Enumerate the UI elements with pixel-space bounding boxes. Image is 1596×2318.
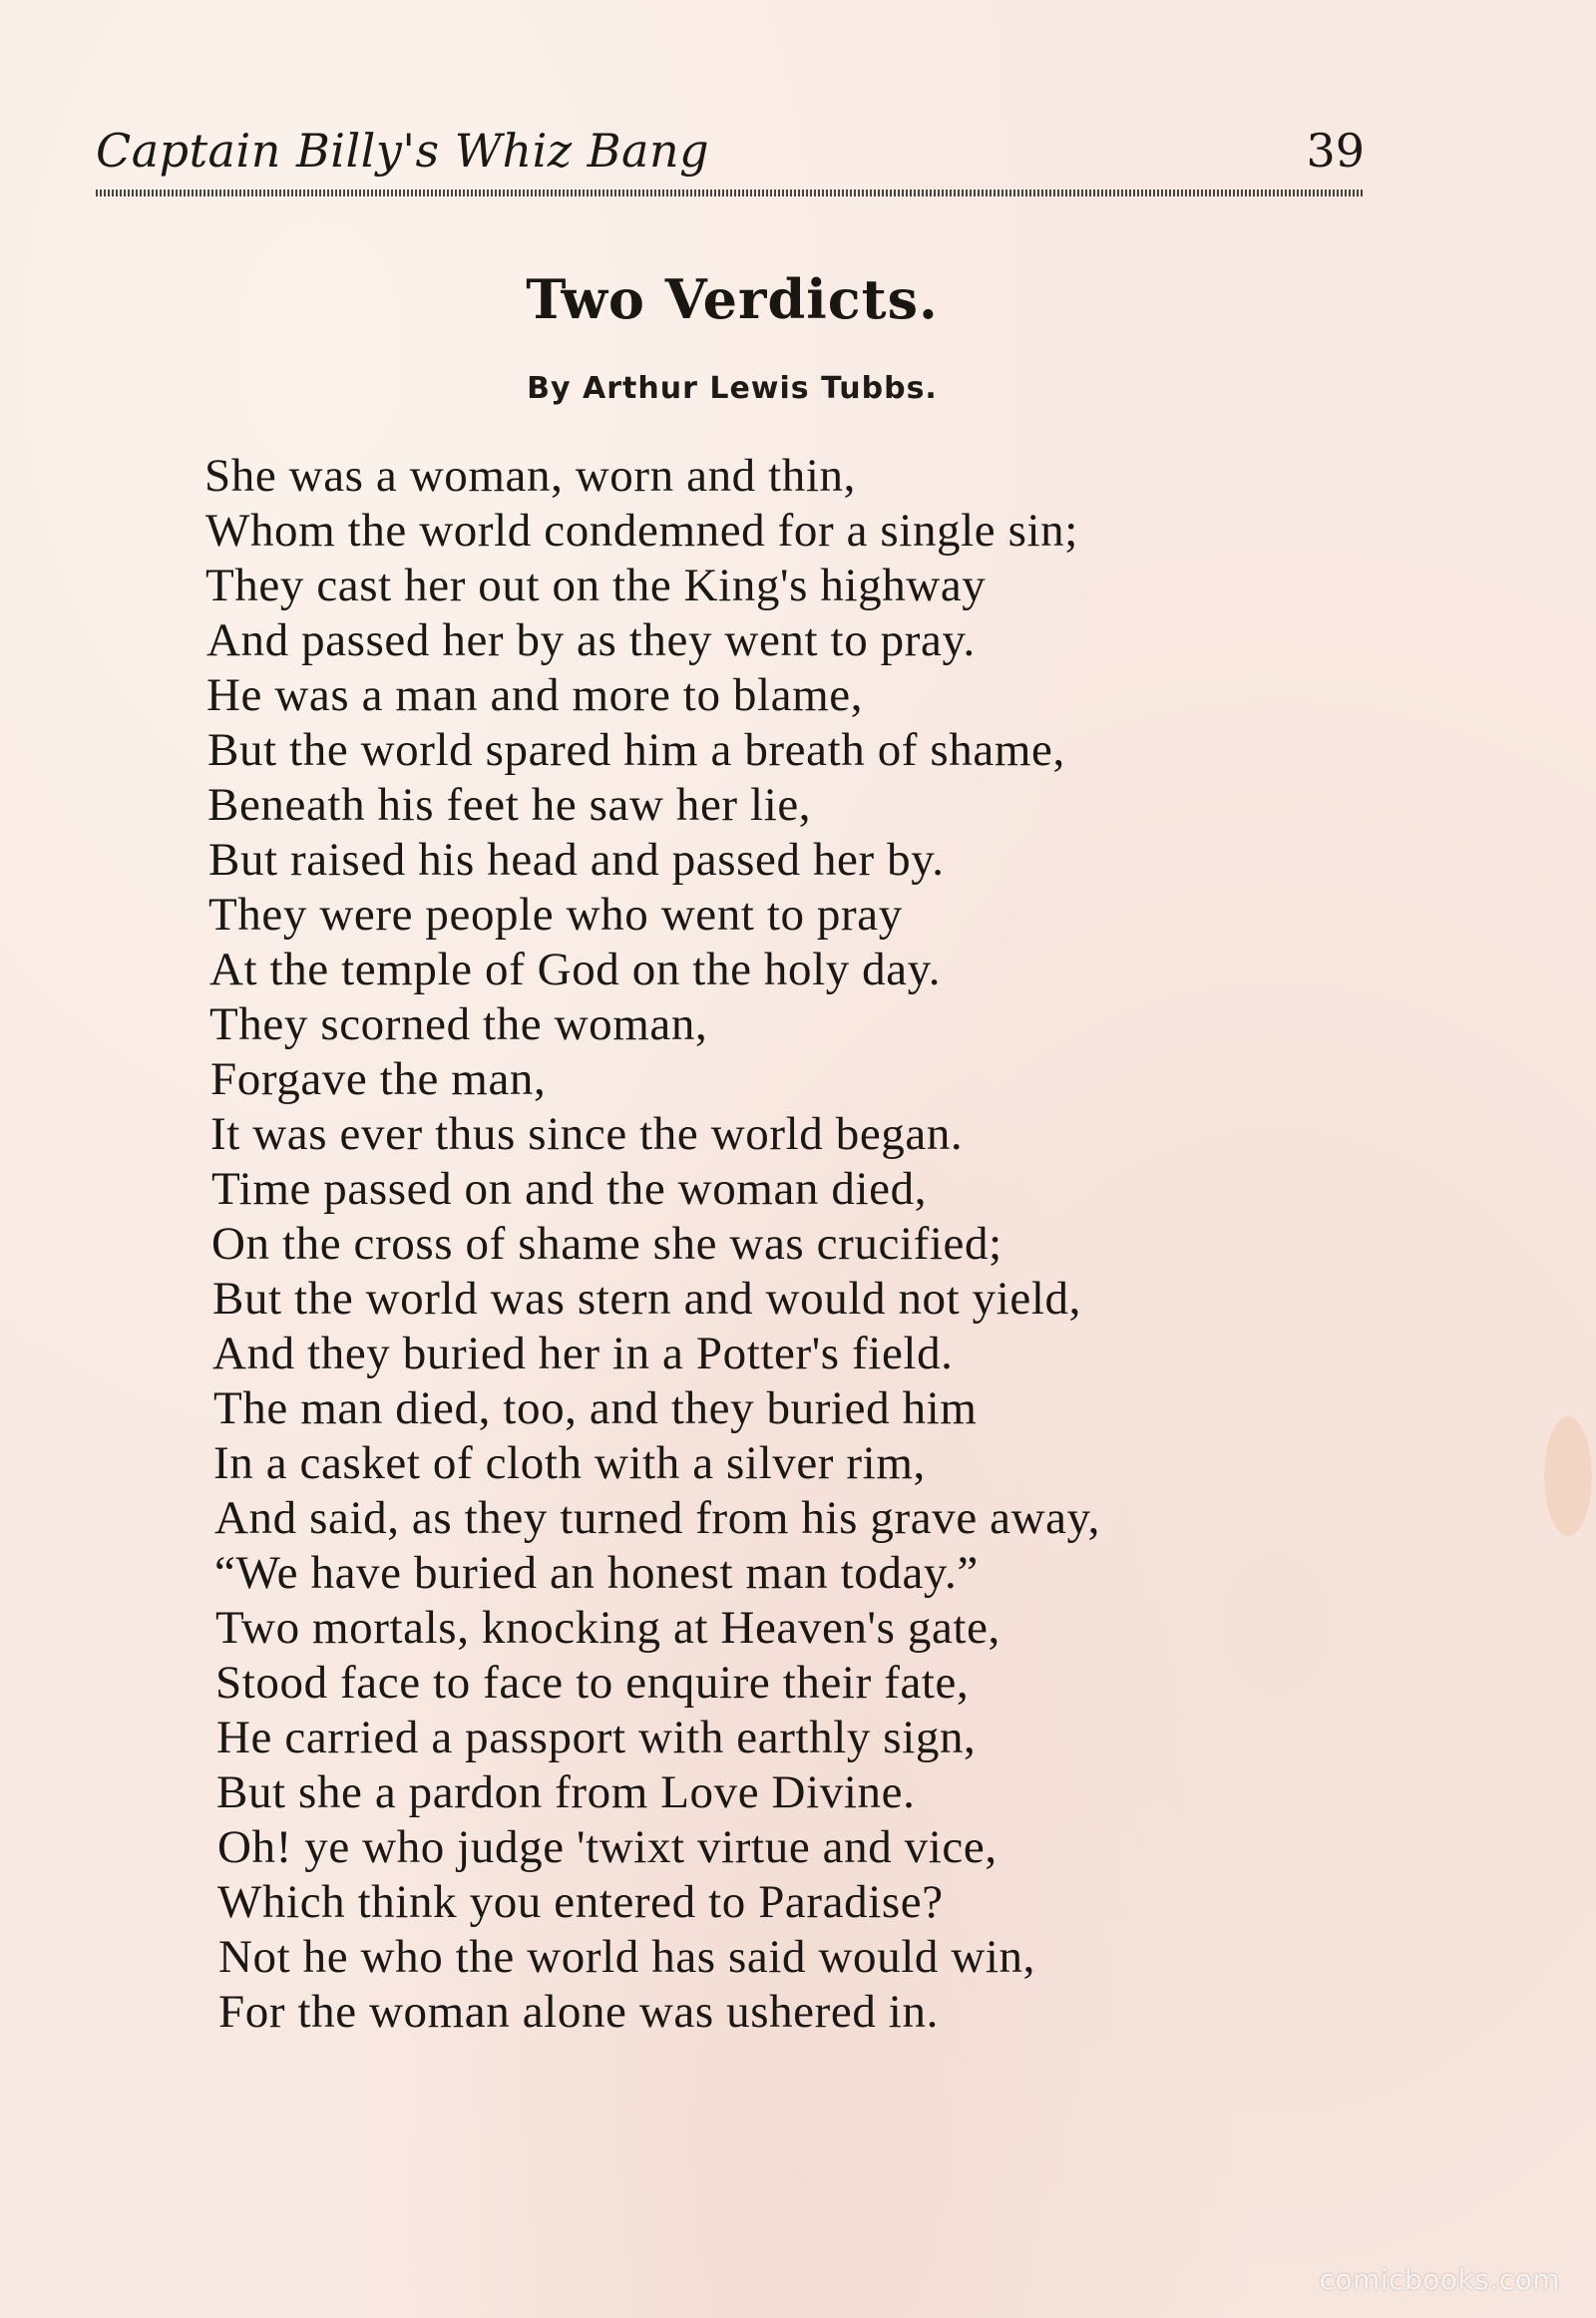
poem-line: For the woman alone was ushered in. — [218, 1986, 939, 2038]
poem-line: At the temple of God on the holy day. — [209, 944, 942, 995]
poem-line: Two mortals, knocking at Heaven's gate, — [215, 1602, 1000, 1654]
header-rule — [96, 190, 1365, 196]
poem-line: In a casket of cloth with a silver rim, — [213, 1437, 926, 1489]
poem-byline: By Arthur Lewis Tubbs. — [527, 371, 938, 406]
poem-line: And said, as they turned from his grave away, — [214, 1492, 1100, 1544]
poem-line: Stood face to face to enquire their fate, — [215, 1657, 970, 1709]
poem-line: Not he who the world has said would win, — [218, 1931, 1035, 1983]
poem-line: Beneath his feet he saw her lie, — [207, 779, 812, 831]
poem-line: But raised his head and passed her by. — [208, 834, 945, 886]
page-number: 39 — [1306, 124, 1365, 178]
poem-body — [204, 449, 1352, 2040]
poem-line: The man died, too, and they buried him — [213, 1382, 978, 1434]
running-header — [96, 120, 1365, 195]
poem-line: Which think you entered to Paradise? — [217, 1876, 944, 1928]
poem-line: He carried a passport with earthly sign, — [216, 1712, 977, 1763]
running-title: Captain Billy's Whiz Bang — [96, 124, 710, 178]
poem-line: They scorned the woman, — [209, 998, 708, 1050]
poem-line: But she a pardon from Love Divine. — [216, 1766, 916, 1818]
poem-line: He was a man and more to blame, — [206, 669, 864, 721]
poem-line: Forgave the man, — [210, 1053, 547, 1105]
poem-line: It was ever thus since the world began. — [210, 1108, 964, 1160]
poem-line: But the world was stern and would not yield, — [212, 1273, 1081, 1325]
paper-stain — [1544, 1416, 1592, 1536]
poem-line: But the world spared him a breath of shame, — [207, 724, 1065, 776]
poem-line: And passed her by as they went to pray. — [206, 614, 976, 666]
watermark: comicbooks.com — [1319, 2263, 1560, 2296]
poem-line: On the cross of shame she was crucified; — [211, 1218, 1002, 1270]
poem-line: She was a woman, worn and thin, — [204, 450, 856, 502]
poem-line: Time passed on and the woman died, — [211, 1163, 928, 1215]
poem-line: Oh! ye who judge 'twixt virtue and vice, — [217, 1821, 998, 1873]
poem-line: They cast her out on the King's highway — [205, 560, 987, 611]
poem-line: Whom the world condemned for a single sin; — [205, 505, 1078, 557]
poem-line: And they buried her in a Potter's field. — [212, 1328, 954, 1379]
poem-line: They were people who went to pray — [208, 889, 903, 941]
poem-title: Two Verdicts. — [526, 267, 939, 331]
poem-line: “We have buried an honest man today.” — [214, 1547, 979, 1599]
